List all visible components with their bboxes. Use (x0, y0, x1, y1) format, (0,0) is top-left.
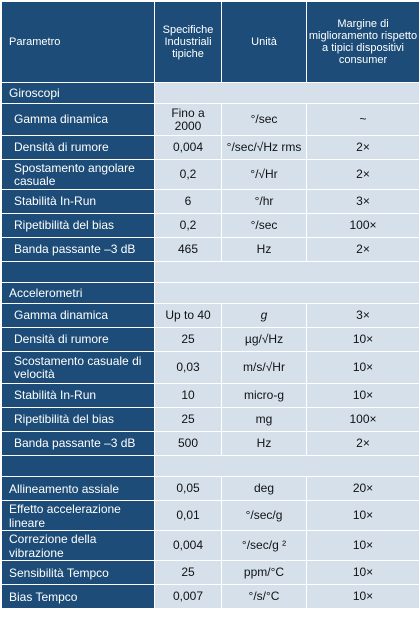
spec-cell: 0,2 (155, 214, 222, 238)
margin-cell: 10× (307, 384, 420, 408)
spec-cell: 500 (155, 432, 222, 456)
spacer-row (2, 262, 420, 283)
table-row (2, 238, 420, 262)
unit-cell: µg/√Hz (222, 328, 307, 352)
unit-text: g (260, 308, 268, 322)
margin-cell: ~ (307, 104, 420, 136)
section-title-accelerometri: Accelerometri (2, 283, 155, 304)
margin-cell: 20× (307, 477, 420, 501)
unit-cell: mg (222, 408, 307, 432)
param-cell: Scostamento casuale di velocità (2, 352, 155, 384)
param-cell: Ripetibilità del bias (2, 214, 155, 238)
section-row-giroscopi (2, 83, 420, 104)
section-row-accelerometri (2, 283, 420, 304)
margin-cell: 10× (307, 561, 420, 585)
margin-cell: 3× (307, 304, 420, 328)
param-cell: Bias Tempco (2, 585, 155, 609)
param-cell: Correzione della vibrazione (2, 531, 155, 561)
unit-cell: ppm/°C (222, 561, 307, 585)
header-row (2, 2, 420, 83)
param-cell: Effetto accelerazione lineare (2, 501, 155, 531)
spec-cell: 0,007 (155, 585, 222, 609)
unit-cell: °/√Hr (222, 160, 307, 190)
spec-cell: 0,01 (155, 501, 222, 531)
param-cell: Stabilità In-Run (2, 190, 155, 214)
param-cell: Sensibilità Tempco (2, 561, 155, 585)
unit-cell: micro-g (222, 384, 307, 408)
spec-cell: 10 (155, 384, 222, 408)
spacer-cell (155, 456, 420, 477)
header-margine: Margine di miglioramento rispetto a tipici dispositivi consumer (307, 2, 420, 83)
margin-cell: 2× (307, 238, 420, 262)
table-row (2, 501, 420, 531)
specs-table (1, 1, 420, 609)
unit-cell: °/sec/g (222, 501, 307, 531)
unit-cell: °/s/°C (222, 585, 307, 609)
spec-cell: 0,004 (155, 531, 222, 561)
table-row (2, 477, 420, 501)
table-row (2, 408, 420, 432)
spec-cell: 465 (155, 238, 222, 262)
param-cell: Spostamento angolare casuale (2, 160, 155, 190)
unit-cell: °/sec (222, 214, 307, 238)
param-cell: Allineamento assiale (2, 477, 155, 501)
table-row (2, 585, 420, 609)
spacer-row (2, 456, 420, 477)
unit-cell: °/sec/g ² (222, 531, 307, 561)
table-row (2, 104, 420, 136)
spacer-cell (2, 456, 155, 477)
table-row (2, 328, 420, 352)
section-blank (155, 283, 420, 304)
spec-cell: 25 (155, 408, 222, 432)
margin-cell: 100× (307, 214, 420, 238)
section-title-giroscopi: Giroscopi (2, 83, 155, 104)
spacer-cell (2, 262, 155, 283)
spec-cell: Fino a 2000 (155, 104, 222, 136)
margin-cell: 2× (307, 432, 420, 456)
spec-cell: 0,2 (155, 160, 222, 190)
section-blank (155, 83, 420, 104)
margin-cell: 10× (307, 328, 420, 352)
table-row (2, 304, 420, 328)
table-row (2, 352, 420, 384)
unit-cell (222, 304, 307, 328)
margin-cell: 10× (307, 501, 420, 531)
unit-cell: Hz (222, 238, 307, 262)
header-specifiche: Specifiche Industriali tipiche (155, 2, 222, 83)
table-row (2, 531, 420, 561)
param-cell: Gamma dinamica (2, 304, 155, 328)
margin-cell: 10× (307, 352, 420, 384)
unit-cell: m/s/√Hr (222, 352, 307, 384)
table-row (2, 214, 420, 238)
header-unita: Unità (222, 2, 307, 83)
margin-cell: 3× (307, 190, 420, 214)
param-cell: Stabilità In-Run (2, 384, 155, 408)
margin-cell: 100× (307, 408, 420, 432)
unit-cell: °/sec (222, 104, 307, 136)
param-cell: Densità di rumore (2, 136, 155, 160)
table-row (2, 160, 420, 190)
param-cell: Banda passante –3 dB (2, 238, 155, 262)
table-row (2, 190, 420, 214)
spec-cell: 6 (155, 190, 222, 214)
spec-cell: 0,05 (155, 477, 222, 501)
spec-cell: 25 (155, 561, 222, 585)
margin-cell: 2× (307, 136, 420, 160)
unit-cell: Hz (222, 432, 307, 456)
header-parametro: Parametro (2, 2, 155, 83)
spec-cell: 0,03 (155, 352, 222, 384)
margin-cell: 10× (307, 585, 420, 609)
spec-cell: 25 (155, 328, 222, 352)
unit-cell: °/hr (222, 190, 307, 214)
spec-cell: 0,004 (155, 136, 222, 160)
margin-cell: 2× (307, 160, 420, 190)
param-cell: Gamma dinamica (2, 104, 155, 136)
param-cell: Densità di rumore (2, 328, 155, 352)
table-row (2, 384, 420, 408)
unit-cell: °/sec/√Hz rms (222, 136, 307, 160)
param-cell: Banda passante –3 dB (2, 432, 155, 456)
table-row (2, 432, 420, 456)
spacer-cell (155, 262, 420, 283)
table-row (2, 561, 420, 585)
spec-cell: Up to 40 (155, 304, 222, 328)
param-cell: Ripetibilità del bias (2, 408, 155, 432)
table-row (2, 136, 420, 160)
margin-cell: 10× (307, 531, 420, 561)
unit-cell: deg (222, 477, 307, 501)
